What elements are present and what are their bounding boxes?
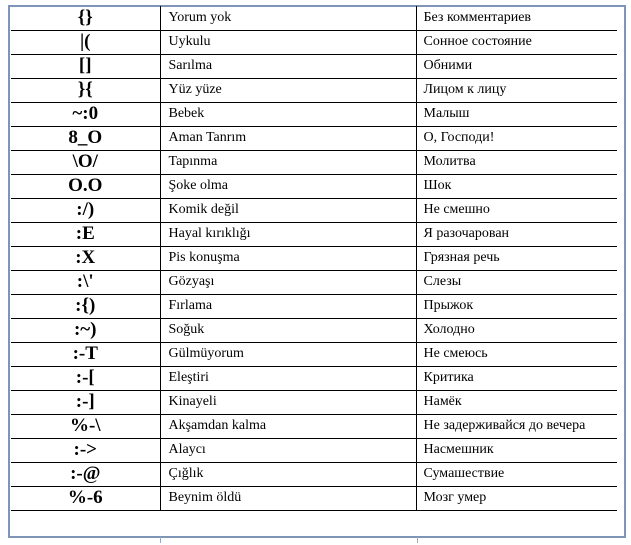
- turkish-meaning-cell: Alaycı: [160, 438, 416, 462]
- turkish-meaning-cell: Uykulu: [160, 30, 416, 54]
- turkish-meaning-cell: Soğuk: [160, 318, 416, 342]
- russian-meaning-cell: Без комментариев: [416, 6, 617, 30]
- emoticon-cell: :X: [11, 246, 160, 270]
- turkish-meaning-cell: Eleştiri: [160, 366, 416, 390]
- turkish-meaning-cell: Tapınma: [160, 150, 416, 174]
- russian-meaning-cell: Намёк: [416, 390, 617, 414]
- russian-meaning-cell: Грязная речь: [416, 246, 617, 270]
- russian-meaning-cell: Не смеюсь: [416, 342, 617, 366]
- turkish-meaning-cell: Gözyaşı: [160, 270, 416, 294]
- turkish-meaning-cell: Komik değil: [160, 198, 416, 222]
- turkish-meaning-cell: Çığlık: [160, 462, 416, 486]
- turkish-meaning-cell: Kinayeli: [160, 390, 416, 414]
- russian-meaning-cell: Насмешник: [416, 438, 617, 462]
- column-tick-mark: [417, 537, 418, 543]
- turkish-meaning-cell: Akşamdan kalma: [160, 414, 416, 438]
- russian-meaning-cell: Слезы: [416, 270, 617, 294]
- russian-meaning-cell: Не задерживайся до вечера: [416, 414, 617, 438]
- emoticon-cell: :E: [11, 222, 160, 246]
- russian-meaning-cell: Не смешно: [416, 198, 617, 222]
- table-row: [11, 54, 617, 78]
- emoticon-cell: :~): [11, 318, 160, 342]
- russian-meaning-cell: Лицом к лицу: [416, 78, 617, 102]
- turkish-meaning-cell: Şoke olma: [160, 174, 416, 198]
- emoticon-cell: %-6: [11, 486, 160, 510]
- turkish-meaning-cell: Hayal kırıklığı: [160, 222, 416, 246]
- table-row: [11, 126, 617, 150]
- russian-meaning-cell: Малыш: [416, 102, 617, 126]
- turkish-meaning-cell: Yorum yok: [160, 6, 416, 30]
- table-row: [11, 222, 617, 246]
- russian-meaning-cell: Холодно: [416, 318, 617, 342]
- turkish-meaning-cell: Fırlama: [160, 294, 416, 318]
- table-row: [11, 198, 617, 222]
- emoticon-cell: 8_O: [11, 126, 160, 150]
- russian-meaning-cell: Сумашествие: [416, 462, 617, 486]
- russian-meaning-cell: Критика: [416, 366, 617, 390]
- emoticon-cell: {}: [11, 6, 160, 30]
- emoticon-cell: }{: [11, 78, 160, 102]
- russian-meaning-cell: Прыжок: [416, 294, 617, 318]
- emoticon-cell: :-]: [11, 390, 160, 414]
- table-row: [11, 6, 617, 30]
- table-row: [11, 462, 617, 486]
- russian-meaning-cell: Шок: [416, 174, 617, 198]
- emoticon-cell: []: [11, 54, 160, 78]
- table-row: [11, 246, 617, 270]
- table-row: [11, 486, 617, 510]
- emoticon-cell: |(: [11, 30, 160, 54]
- russian-meaning-cell: Мозг умер: [416, 486, 617, 510]
- table-row: [11, 102, 617, 126]
- emoticon-cell: \O/: [11, 150, 160, 174]
- turkish-meaning-cell: Gülmüyorum: [160, 342, 416, 366]
- russian-meaning-cell: Сонное состояние: [416, 30, 617, 54]
- turkish-meaning-cell: Sarılma: [160, 54, 416, 78]
- turkish-meaning-cell: Bebek: [160, 102, 416, 126]
- emoticon-cell: :-[: [11, 366, 160, 390]
- table-row: [11, 294, 617, 318]
- emoticon-cell: %-\: [11, 414, 160, 438]
- russian-meaning-cell: О, Господи!: [416, 126, 617, 150]
- emoticon-table-body: [11, 6, 617, 510]
- emoticon-cell: :{): [11, 294, 160, 318]
- table-row: [11, 342, 617, 366]
- turkish-meaning-cell: Aman Tanrım: [160, 126, 416, 150]
- turkish-meaning-cell: Beynim öldü: [160, 486, 416, 510]
- table-row: [11, 270, 617, 294]
- turkish-meaning-cell: Pis konuşma: [160, 246, 416, 270]
- table-row: [11, 318, 617, 342]
- emoticon-cell: :->: [11, 438, 160, 462]
- table-row: [11, 390, 617, 414]
- russian-meaning-cell: Я разочарован: [416, 222, 617, 246]
- table-row: [11, 366, 617, 390]
- table-row: [11, 150, 617, 174]
- table-row: [11, 438, 617, 462]
- emoticon-table: [11, 6, 617, 511]
- emoticon-cell: :\': [11, 270, 160, 294]
- russian-meaning-cell: Обними: [416, 54, 617, 78]
- emoticon-cell: ~:0: [11, 102, 160, 126]
- emoticon-cell: :-@: [11, 462, 160, 486]
- table-row: [11, 78, 617, 102]
- table-row: [11, 30, 617, 54]
- table-row: [11, 174, 617, 198]
- column-tick-mark: [160, 537, 161, 543]
- russian-meaning-cell: Молитва: [416, 150, 617, 174]
- turkish-meaning-cell: Yüz yüze: [160, 78, 416, 102]
- emoticon-cell: :-T: [11, 342, 160, 366]
- table-row: [11, 414, 617, 438]
- emoticon-cell: O.O: [11, 174, 160, 198]
- emoticon-cell: :/): [11, 198, 160, 222]
